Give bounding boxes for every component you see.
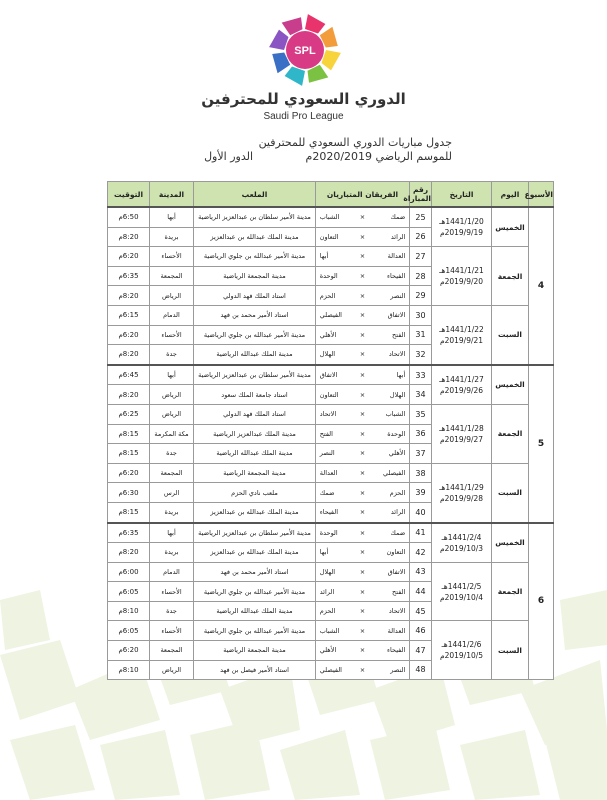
league-name-english: Saudi Pro League (263, 111, 344, 122)
kickoff-time: 8:10م (108, 660, 150, 680)
table-row (108, 247, 554, 267)
schedule-table (107, 181, 554, 680)
away-team: ضمك (319, 488, 335, 497)
match-teams (316, 247, 410, 267)
match-number: 29 (410, 286, 432, 306)
home-team: أبها (396, 371, 406, 380)
kickoff-time: 6:35م (108, 266, 150, 286)
home-team: ضمك (390, 528, 406, 537)
stadium: استاد جامعة الملك سعود (194, 385, 316, 405)
match-number: 25 (410, 207, 432, 227)
stadium: مدينة الأمير سلطان بن عبدالعزيز الرياضية (194, 365, 316, 385)
kickoff-time: 8:20م (108, 227, 150, 247)
kickoff-time: 6:35م (108, 523, 150, 543)
versus-symbol: × (359, 508, 366, 517)
versus-symbol: × (359, 646, 366, 655)
home-team: الفيحاء (386, 272, 406, 281)
match-number: 33 (410, 365, 432, 385)
versus-symbol: × (359, 350, 366, 359)
date-hijri: 1441/2/6هـ (441, 640, 482, 650)
day-name: الجمعة (492, 562, 529, 621)
city: جدة (150, 601, 194, 621)
table-row (108, 463, 554, 483)
match-number: 40 (410, 502, 432, 522)
date-gregorian: 2019/9/20م (439, 277, 484, 287)
match-number: 35 (410, 404, 432, 424)
logo-segment (305, 14, 325, 33)
week-group (108, 523, 554, 680)
league-name-arabic: الدوري السعودي للمحترفين (201, 90, 406, 108)
match-teams (316, 660, 410, 680)
stadium: مدينة الأمير سلطان بن عبدالعزيز الرياضية (194, 523, 316, 543)
logo-segment (269, 30, 288, 50)
stadium: استاد الأمير محمد بن فهد (194, 562, 316, 582)
away-team: الاتفاق (319, 371, 338, 380)
match-number: 48 (410, 660, 432, 680)
match-number: 27 (410, 247, 432, 267)
versus-symbol: × (359, 567, 366, 576)
kickoff-time: 8:10م (108, 601, 150, 621)
stadium: مدينة الأمير عبدالله بن جلوي الرياضية (194, 247, 316, 267)
away-team: النصر (319, 449, 335, 458)
city: أبها (150, 365, 194, 385)
kickoff-time: 8:20م (108, 286, 150, 306)
home-team: الاتحاد (388, 607, 406, 616)
versus-symbol: × (359, 232, 366, 241)
table-row (108, 562, 554, 582)
pattern-shape (100, 730, 180, 800)
home-team: الاتفاق (387, 311, 406, 320)
stadium: مدينة الملك عبدالله بن عبدالعزيز (194, 543, 316, 563)
kickoff-time: 6:20م (108, 463, 150, 483)
home-team: الفتح (392, 587, 406, 596)
away-team: الفيصلي (319, 665, 342, 674)
kickoff-time: 6:25م (108, 404, 150, 424)
city: الرياض (150, 660, 194, 680)
city: المجمعة (150, 641, 194, 661)
city: الدمام (150, 562, 194, 582)
versus-symbol: × (359, 311, 366, 320)
logo-text: SPL (294, 45, 316, 57)
home-team: الحزم (389, 488, 406, 497)
week-number: 5 (529, 365, 554, 523)
header-time: التوقيت (108, 182, 150, 208)
match-teams (316, 463, 410, 483)
date-hijri: 1441/2/5هـ (441, 581, 482, 591)
stadium: استاد الأمير محمد بن فهد (194, 305, 316, 325)
match-number: 43 (410, 562, 432, 582)
week-number: 4 (529, 207, 554, 365)
match-teams (316, 424, 410, 444)
table-row (108, 365, 554, 385)
stadium: مدينة الملك عبدالله بن عبدالعزيز (194, 227, 316, 247)
season-label: للموسم الرياضي 2020/2019م (305, 150, 452, 163)
kickoff-time: 6:20م (108, 641, 150, 661)
date-gregorian: 2019/10/4م (439, 592, 484, 602)
match-number: 42 (410, 543, 432, 563)
away-team: الوحدة (319, 528, 338, 537)
pattern-shape (460, 730, 540, 800)
away-team: الحزم (319, 607, 336, 616)
match-teams (316, 345, 410, 365)
home-team: الرائد (390, 232, 406, 241)
versus-symbol: × (359, 429, 366, 438)
stadium: مدينة الأمير عبدالله بن جلوي الرياضية (194, 621, 316, 641)
date-hijri: 1441/1/20هـ (439, 217, 484, 227)
round-label: الدور الأول (204, 150, 253, 163)
stadium: مدينة المجمعة الرياضية (194, 463, 316, 483)
spl-logo (260, 10, 350, 90)
away-team: أبها (319, 252, 329, 261)
kickoff-time: 6:50م (108, 207, 150, 227)
stadium: مدينة الملك عبدالعزيز الرياضية (194, 424, 316, 444)
match-date (432, 247, 492, 306)
kickoff-time: 6:45م (108, 365, 150, 385)
home-team: الرائد (390, 508, 406, 517)
city: الدمام (150, 305, 194, 325)
versus-symbol: × (359, 548, 366, 557)
stadium: مدينة الأمير عبدالله بن جلوي الرياضية (194, 325, 316, 345)
match-number: 45 (410, 601, 432, 621)
city: جدة (150, 345, 194, 365)
away-team: الأهلي (319, 646, 337, 655)
day-name: السبت (492, 305, 529, 364)
day-name: السبت (492, 621, 529, 680)
logo-segment (285, 67, 305, 86)
date-gregorian: 2019/9/21م (439, 335, 484, 345)
kickoff-time: 8:15م (108, 424, 150, 444)
away-team: الرائد (319, 587, 335, 596)
stadium: استاد الملك فهد الدولي (194, 404, 316, 424)
day-name: الجمعة (492, 247, 529, 306)
versus-symbol: × (359, 410, 366, 419)
match-date (432, 207, 492, 247)
away-team: الشباب (319, 213, 340, 222)
date-hijri: 1441/2/4هـ (441, 532, 482, 542)
match-number: 38 (410, 463, 432, 483)
kickoff-time: 6:20م (108, 325, 150, 345)
away-team: أبها (319, 548, 329, 557)
stadium: استاد الملك فهد الدولي (194, 286, 316, 306)
date-gregorian: 2019/9/27م (439, 434, 484, 444)
versus-symbol: × (359, 291, 366, 300)
city: الرس (150, 483, 194, 503)
pattern-shape (10, 725, 95, 800)
date-hijri: 1441/1/22هـ (439, 324, 484, 334)
home-team: الاتحاد (388, 350, 406, 359)
versus-symbol: × (359, 607, 366, 616)
day-name: الخميس (492, 207, 529, 247)
away-team: الهلال (319, 567, 336, 576)
match-teams (316, 286, 410, 306)
match-number: 30 (410, 305, 432, 325)
home-team: العدالة (387, 626, 406, 635)
versus-symbol: × (359, 665, 366, 674)
city: الرياض (150, 385, 194, 405)
city: الأحساء (150, 621, 194, 641)
stadium: مدينة الملك عبدالله الرياضية (194, 601, 316, 621)
city: الأحساء (150, 325, 194, 345)
home-team: النصر (390, 291, 406, 300)
home-team: العدالة (387, 252, 406, 261)
city: أبها (150, 523, 194, 543)
stadium: مدينة الأمير سلطان بن عبدالعزيز الرياضية (194, 207, 316, 227)
away-team: الحزم (319, 291, 336, 300)
match-teams (316, 562, 410, 582)
stadium: مدينة الملك عبدالله الرياضية (194, 345, 316, 365)
away-team: الوحدة (319, 272, 338, 281)
table-header-row (108, 182, 554, 208)
pattern-shape (545, 730, 607, 800)
schedule-title: جدول مباريات الدوري السعودي للمحترفين (258, 136, 452, 149)
match-number: 31 (410, 325, 432, 345)
away-team: التعاون (319, 232, 339, 241)
away-team: الاتحاد (319, 410, 337, 419)
match-teams (316, 404, 410, 424)
day-name: الخميس (492, 523, 529, 563)
date-gregorian: 2019/10/5م (439, 651, 484, 661)
match-number: 47 (410, 641, 432, 661)
home-team: التعاون (386, 548, 406, 557)
day-name: السبت (492, 463, 529, 522)
home-team: الفيحاء (386, 646, 406, 655)
kickoff-time: 8:20م (108, 385, 150, 405)
match-number: 46 (410, 621, 432, 641)
stadium: استاد الأمير فيصل بن فهد (194, 660, 316, 680)
away-team: التعاون (319, 390, 339, 399)
away-team: الفتح (319, 429, 333, 438)
match-date (432, 305, 492, 364)
table-row (108, 404, 554, 424)
kickoff-time: 6:05م (108, 621, 150, 641)
week-number: 6 (529, 523, 554, 680)
versus-symbol: × (359, 528, 366, 537)
kickoff-time: 6:20م (108, 247, 150, 267)
match-teams (316, 582, 410, 602)
match-teams (316, 266, 410, 286)
header-stadium: الملعب (194, 182, 316, 208)
versus-symbol: × (359, 252, 366, 261)
match-date (432, 523, 492, 563)
stadium: مدينة الأمير عبدالله بن جلوي الرياضية (194, 582, 316, 602)
pattern-shape (0, 590, 50, 650)
table-row (108, 207, 554, 227)
city: الرياض (150, 286, 194, 306)
match-number: 28 (410, 266, 432, 286)
versus-symbol: × (359, 449, 366, 458)
table-row (108, 621, 554, 641)
header-city: المدينة (150, 182, 194, 208)
home-team: ضمك (390, 213, 406, 222)
match-number: 36 (410, 424, 432, 444)
versus-symbol: × (359, 626, 366, 635)
versus-symbol: × (359, 272, 366, 281)
city: بريدة (150, 502, 194, 522)
city: بريدة (150, 543, 194, 563)
kickoff-time: 8:15م (108, 444, 150, 464)
city: بريدة (150, 227, 194, 247)
match-number: 32 (410, 345, 432, 365)
table-row (108, 305, 554, 325)
match-number: 44 (410, 582, 432, 602)
stadium: مدينة الملك عبدالله الرياضية (194, 444, 316, 464)
away-team: العدالة (319, 469, 338, 478)
pattern-shape (0, 640, 80, 720)
away-team: الفيحاء (319, 508, 339, 517)
stadium: ملعب نادي الحزم (194, 483, 316, 503)
match-teams (316, 523, 410, 543)
match-number: 39 (410, 483, 432, 503)
city: المجمعة (150, 266, 194, 286)
match-number: 41 (410, 523, 432, 543)
match-date (432, 621, 492, 680)
match-date (432, 365, 492, 405)
kickoff-time: 6:15م (108, 305, 150, 325)
date-gregorian: 2019/10/3م (439, 543, 484, 553)
home-team: الفيصلي (383, 469, 406, 478)
match-teams (316, 365, 410, 385)
table-row (108, 523, 554, 543)
date-gregorian: 2019/9/19م (439, 228, 484, 238)
match-teams (316, 305, 410, 325)
home-team: النصر (390, 665, 406, 674)
versus-symbol: × (359, 587, 366, 596)
date-hijri: 1441/1/21هـ (439, 266, 484, 276)
kickoff-time: 8:20م (108, 345, 150, 365)
kickoff-time: 6:05م (108, 582, 150, 602)
match-number: 37 (410, 444, 432, 464)
week-group (108, 365, 554, 523)
day-name: الخميس (492, 365, 529, 405)
match-teams (316, 543, 410, 563)
away-team: الشباب (319, 626, 340, 635)
week-group (108, 207, 554, 365)
versus-symbol: × (359, 371, 366, 380)
city: الرياض (150, 404, 194, 424)
versus-symbol: × (359, 213, 366, 222)
header-day: اليوم (492, 182, 529, 208)
match-teams (316, 621, 410, 641)
home-team: الشباب (385, 410, 406, 419)
kickoff-time: 6:00م (108, 562, 150, 582)
stadium: مدينة الملك عبدالله بن عبدالعزيز (194, 502, 316, 522)
match-teams (316, 502, 410, 522)
kickoff-time: 8:20م (108, 543, 150, 563)
match-teams (316, 325, 410, 345)
city: الأحساء (150, 582, 194, 602)
match-teams (316, 227, 410, 247)
date-gregorian: 2019/9/26م (439, 385, 484, 395)
match-date (432, 562, 492, 621)
match-date (432, 463, 492, 522)
match-number: 26 (410, 227, 432, 247)
city: جدة (150, 444, 194, 464)
match-teams (316, 483, 410, 503)
header-week: الأسبوع (529, 182, 554, 208)
day-name: الجمعة (492, 404, 529, 463)
kickoff-time: 6:30م (108, 483, 150, 503)
header-date: التاريخ (432, 182, 492, 208)
home-team: الوحدة (387, 429, 406, 438)
home-team: الفتح (392, 330, 406, 339)
match-teams (316, 207, 410, 227)
date-gregorian: 2019/9/28م (439, 493, 484, 503)
match-teams (316, 385, 410, 405)
match-teams (316, 444, 410, 464)
logo-segment (322, 50, 341, 70)
stadium: مدينة المجمعة الرياضية (194, 266, 316, 286)
pattern-shape (370, 725, 450, 800)
away-team: الأهلي (319, 330, 337, 339)
versus-symbol: × (359, 488, 366, 497)
date-hijri: 1441/1/29هـ (439, 482, 484, 492)
home-team: الأهلي (388, 449, 406, 458)
stadium: مدينة المجمعة الرياضية (194, 641, 316, 661)
versus-symbol: × (359, 330, 366, 339)
city: مكة المكرمة (150, 424, 194, 444)
match-number: 34 (410, 385, 432, 405)
kickoff-time: 8:15م (108, 502, 150, 522)
city: الأحساء (150, 247, 194, 267)
pattern-shape (280, 730, 360, 800)
match-teams (316, 641, 410, 661)
header-match-no: رقم المباراة (410, 182, 432, 208)
date-hijri: 1441/1/28هـ (439, 423, 484, 433)
date-hijri: 1441/1/27هـ (439, 374, 484, 384)
city: المجمعة (150, 463, 194, 483)
header-teams: الفريقان المتباريان (316, 182, 410, 208)
home-team: الهلال (389, 390, 406, 399)
match-teams (316, 601, 410, 621)
match-date (432, 404, 492, 463)
versus-symbol: × (359, 390, 366, 399)
city: أبها (150, 207, 194, 227)
away-team: الفيصلي (319, 311, 342, 320)
pattern-shape (560, 590, 607, 650)
away-team: الهلال (319, 350, 336, 359)
home-team: الاتفاق (387, 567, 406, 576)
versus-symbol: × (359, 469, 366, 478)
